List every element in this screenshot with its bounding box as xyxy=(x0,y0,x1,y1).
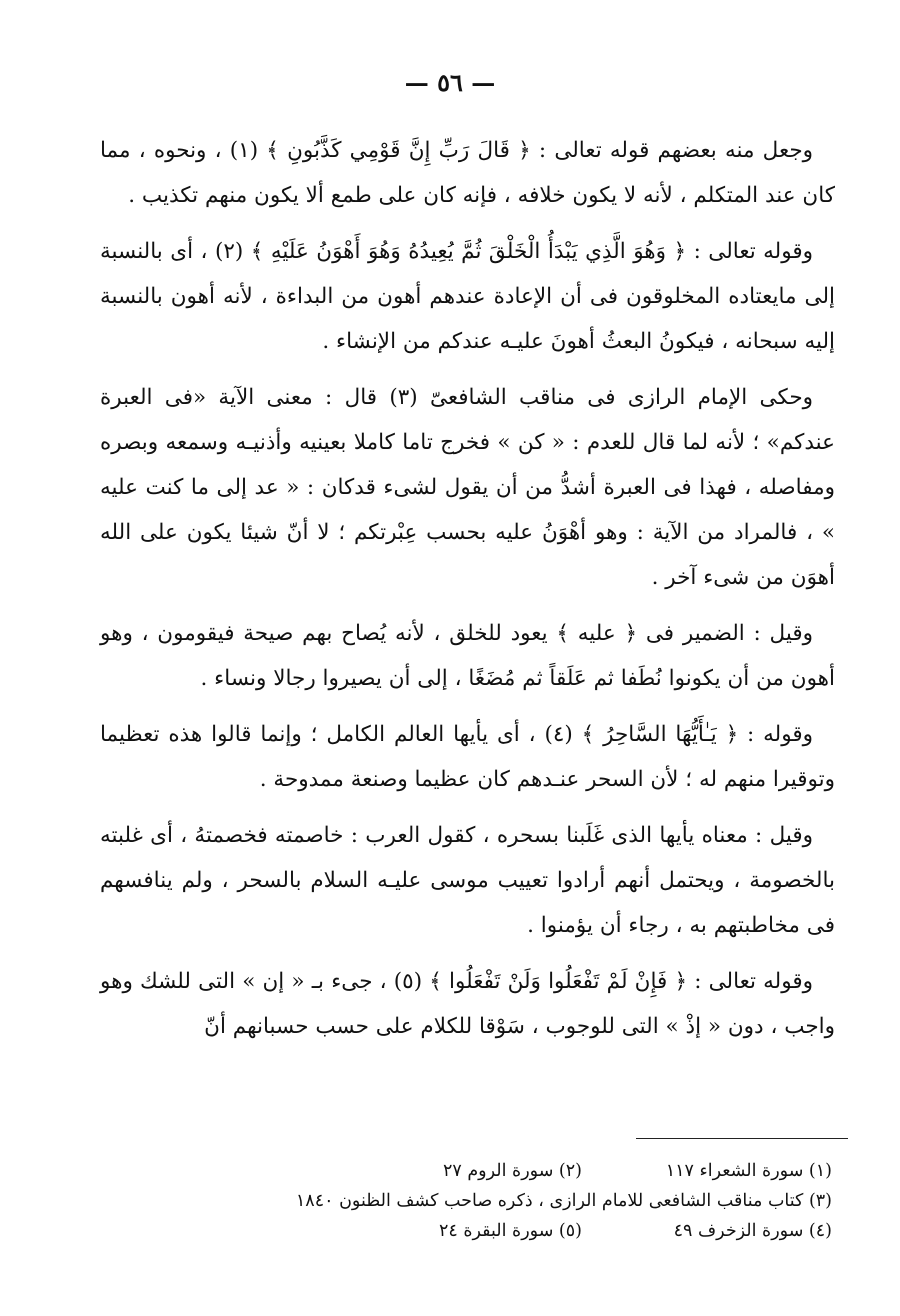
footnote-5: (٥) سورة البقرة ٢٤ xyxy=(438,1221,582,1241)
body-text xyxy=(100,128,835,1060)
paragraph-6: وقيل : معناه يأيها الذى غَلَبنا بسحره ، كقول العرب : خاصمته فخصمتهُ ، أى غلبته بالخصومة ، ويحتمل أنهم أرادوا تعييب موسى عليـه السلام بالسحر ، ولم ينافسهم فى مخاطبتهم به ، رجاء أن يؤمنوا . xyxy=(100,823,835,938)
paragraph-1: وجعل منه بعضهم قوله تعالى : ﴿ قَالَ رَبِّ إِنَّ قَوْمِي كَذَّبُونِ ﴾ (١) ، ونحوه ، مما كان عند المتكلم ، لأنه لا يكون خلافه ، فإنه كان على طمع ألا يكون منهم تكذيب . xyxy=(100,138,835,208)
footnote-2: (٢) سورة الروم ٢٧ xyxy=(442,1161,582,1181)
paragraph-7: وقوله تعالى : ﴿ فَإِنْ لَمْ تَفْعَلُوا وَلَنْ تَفْعَلُوا ﴾ (٥) ، جىء بـ « إن » التى للشك وهو واجب ، دون « إذْ » التى للوجوب ، سَوْقا للكلام على حسب حسبانهم أنّ xyxy=(100,969,835,1039)
footnote-4: (٤) سورة الزخرف ٤٩ xyxy=(673,1221,832,1241)
footnotes xyxy=(250,1156,832,1246)
paragraph-3: وحكى الإمام الرازى فى مناقب الشافعىّ (٣) قال : معنى الآية «فى العبرة عندكم» ؛ لأنه لما قال للعدم : « كن » فخرج تاما كاملا بعينيه وأذنيـه وسمعه وبصره ومفاصله ، فهذا فى العبرة أشدُّ من أن يقول لشىء قدكان : « عد إلى ما كنت عليه » ، فالمراد من الآية : وهو أهْوَنُ عليه بحسب عِبْرتكم ؛ لا أنّ شيئا يكون على الله أهوَن من شىء آخر . xyxy=(100,385,835,590)
footnote-3: (٣) كتاب مناقب الشافعى للامام الرازى ، ذكره صاحب كشف الظنون ١٨٤٠ xyxy=(295,1191,832,1211)
footnote-row xyxy=(250,1216,832,1246)
footnote-separator xyxy=(636,1138,848,1139)
footnote-row xyxy=(250,1186,832,1216)
paragraph-4: وقيل : الضمير فى ﴿ عليه ﴾ يعود للخلق ، لأنه يُصاح بهم صيحة فيقومون ، وهو أهون من أن يكونوا نُطَفا ثم عَلَقاً ثم مُضَغًا ، إلى أن يصيروا رجالا ونساء . xyxy=(100,621,835,691)
paragraph-5: وقوله : ﴿ يَـٰأَيُّهَا السَّاحِرُ ﴾ (٤) ، أى يأيها العالم الكامل ؛ وإنما قالوا هذه تعظيما وتوقيرا منهم له ؛ لأن السحر عنـدهم كان عظيما وصنعة ممدوحة . xyxy=(100,722,835,792)
paragraph-2: وقوله تعالى : ﴿ وَهُوَ الَّذِي يَبْدَأُ الْخَلْقَ ثُمَّ يُعِيدُهُ وَهُوَ أَهْوَنُ عَلَيْهِ ﴾ (٢) ، أى بالنسبة إلى مايعتاده المخلوقون فى أن الإعادة عندهم أهون من البداءة ، لأنه أهون بالنسبة إليه سبحانه ، فيكونُ البعثُ أهونَ عليـه عندكم من الإنشاء . xyxy=(100,239,835,354)
footnote-row xyxy=(250,1156,832,1186)
page-number: — ٥٦ — xyxy=(404,68,496,97)
footnote-1: (١) سورة الشعراء ١١٧ xyxy=(665,1161,832,1181)
